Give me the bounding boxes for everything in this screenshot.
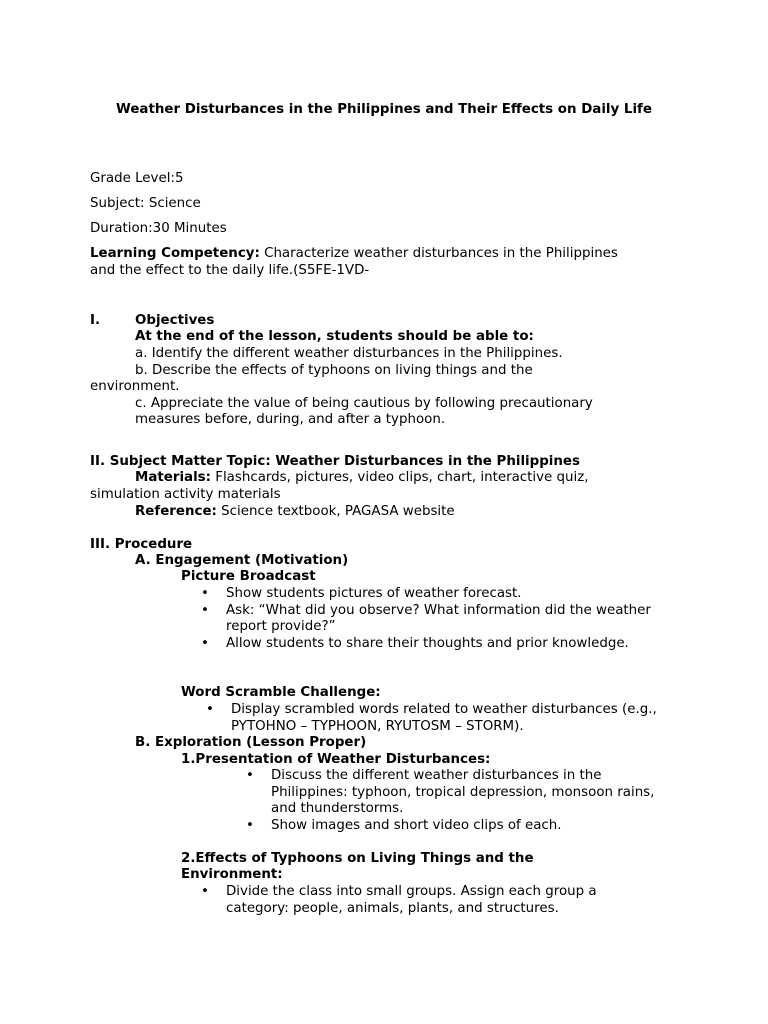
bullet-glyph: • (201, 884, 209, 899)
materials-text: Flashcards, pictures, video clips, chart, interactive quiz, (211, 470, 589, 485)
list-item (181, 586, 661, 603)
presentation-bullet-list (226, 768, 666, 834)
list-item-text: Allow students to share their thoughts and prior knowledge. (226, 635, 629, 651)
grade-level: Grade Level:5 (90, 171, 184, 186)
objectives-heading: Objectives (135, 313, 215, 328)
effects-heading-line1: 2.Effects of Typhoons on Living Things and the (181, 851, 534, 866)
competency-text: Characterize weather disturbances in the Philippines and the effect to the daily life.(S5FE-1VD- (90, 246, 618, 278)
bullet-glyph: • (246, 768, 254, 783)
objective-b-line1: b. Describe the effects of typhoons on living things and the (135, 363, 533, 378)
procedure-heading: III. Procedure (90, 537, 193, 552)
subject: Subject: Science (90, 196, 201, 211)
duration: Duration:30 Minutes (90, 221, 227, 236)
effects-bullet-list (181, 884, 661, 917)
list-item (186, 702, 676, 735)
list-item (181, 636, 661, 653)
bullet-glyph: • (206, 702, 214, 717)
objective-b-line2: environment. (90, 379, 180, 394)
objectives-number: I. (90, 313, 101, 328)
list-item-text: Show images and short video clips of each. (271, 817, 562, 833)
list-item-text: Show students pictures of weather forecast. (226, 586, 522, 601)
competency-label: Learning Competency: (90, 246, 260, 261)
list-item (226, 768, 666, 818)
word-scramble-heading: Word Scramble Challenge: (181, 685, 381, 700)
list-item-text: Discuss the different weather disturbances in the Philippines: typhoon, tropical depression, monsoon rains, and thunderstorms. (271, 768, 655, 817)
picture-broadcast-heading: Picture Broadcast (181, 569, 316, 584)
objectives-intro: At the end of the lesson, students should be able to: (135, 329, 534, 344)
engagement-heading: A. Engagement (Motivation) (135, 553, 349, 568)
reference-line (135, 504, 455, 521)
list-item (226, 818, 666, 835)
learning-competency (90, 246, 620, 279)
objective-c-line2: measures before, during, and after a typhoon. (135, 412, 446, 427)
bullet-glyph: • (201, 602, 209, 618)
presentation-heading: 1.Presentation of Weather Disturbances: (181, 752, 491, 767)
document-title: Weather Disturbances in the Philippines and Their Effects on Daily Life (116, 102, 652, 117)
bullet-glyph: • (246, 817, 254, 833)
materials-label: Materials: (135, 470, 211, 485)
materials-line2: simulation activity materials (90, 487, 281, 502)
list-item-text: Divide the class into small groups. Assign each group a category: people, animals, plants, and structures. (226, 884, 597, 916)
list-item (181, 603, 661, 636)
reference-label: Reference: (135, 504, 217, 519)
bullet-glyph: • (201, 586, 209, 601)
reference-text: Science textbook, PAGASA website (216, 504, 455, 519)
list-item-text: Ask: “What did you observe? What information did the weather report provide?” (226, 602, 651, 635)
scramble-bullet-list (186, 702, 676, 735)
objective-c-line1: c. Appreciate the value of being cautious by following precautionary (135, 396, 593, 411)
objective-a: a. Identify the different weather disturbances in the Philippines. (135, 346, 563, 361)
exploration-heading: B. Exploration (Lesson Proper) (135, 735, 367, 750)
bullet-glyph: • (201, 635, 209, 651)
list-item (181, 884, 661, 917)
engagement-bullet-list (181, 586, 661, 652)
subject-matter-heading: II. Subject Matter Topic: Weather Disturbances in the Philippines (90, 454, 580, 469)
materials-line1 (135, 470, 589, 487)
list-item-text: Display scrambled words related to weather disturbances (e.g., PYTOHNO – TYPHOON, RYUTOSM – STORM). (231, 702, 657, 734)
effects-heading-line2: Environment: (181, 867, 283, 882)
